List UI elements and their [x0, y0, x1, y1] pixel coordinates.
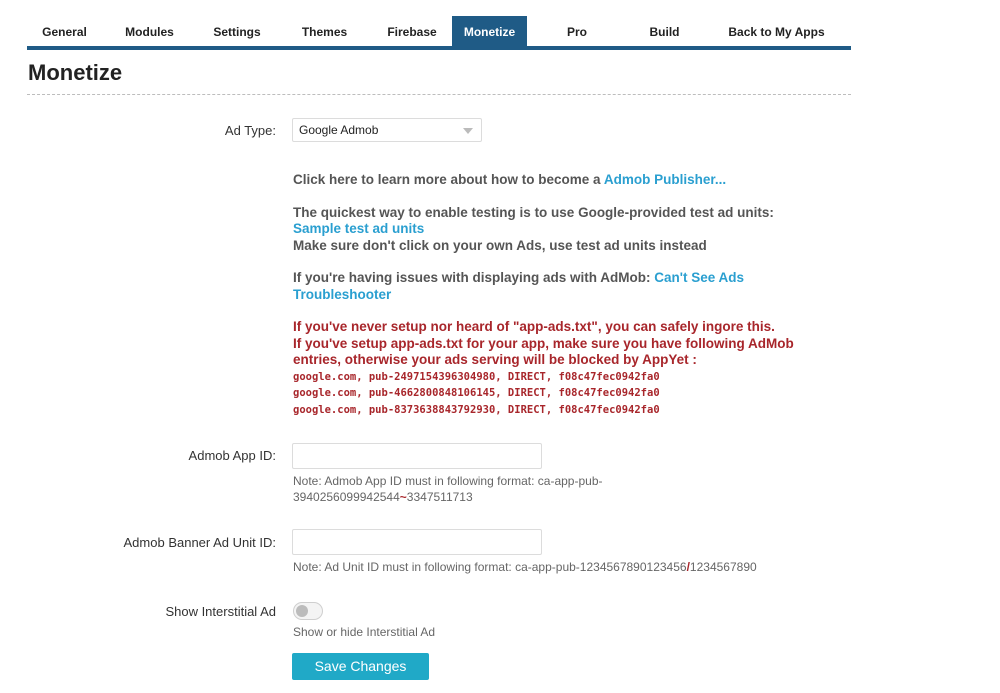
banner-note-separator: /: [686, 560, 690, 574]
app-ads-entry: google.com, pub-4662800848106145, DIRECT, f08c47fec0942fa0: [293, 387, 660, 399]
admob-app-id-label: Admob App ID:: [188, 448, 276, 463]
testing-text: The quickest way to enable testing is to use Google-provided test ad units:: [293, 204, 774, 220]
admob-app-id-note: [293, 473, 673, 505]
page-title: Monetize: [28, 60, 123, 85]
ad-type-label: Ad Type:: [224, 123, 276, 138]
tab-pro[interactable]: Pro: [566, 25, 587, 39]
tab-underline: [27, 46, 851, 50]
banner-note-suffix: 1234567890: [689, 560, 757, 574]
app-ads-note-line2: If you've setup app-ads.txt for your app, make sure you have following AdMob entries, otherwise your ads serving will be blocked by AppYet :: [293, 335, 794, 367]
admob-app-id-note-separator: ~: [399, 490, 407, 504]
banner-ad-unit-note: [293, 559, 853, 575]
toggle-knob: [296, 605, 308, 617]
banner-ad-unit-label: Admob Banner Ad Unit ID:: [123, 535, 276, 550]
sample-test-ad-units-link[interactable]: Sample test ad units: [293, 221, 425, 236]
interstitial-label: Show Interstitial Ad: [165, 604, 276, 619]
tab-build[interactable]: Build: [649, 25, 680, 39]
app-ads-entry: google.com, pub-2497154396304980, DIRECT, f08c47fec0942fa0: [293, 370, 660, 383]
admob-info-block: [293, 172, 823, 418]
tab-back-to-my-apps[interactable]: Back to My Apps: [728, 25, 825, 39]
issues-text: If you're having issues with displaying ads with AdMob:: [293, 270, 655, 285]
tab-modules[interactable]: Modules: [125, 25, 174, 39]
banner-note-prefix: Note: Ad Unit ID must in following format: ca-app-pub-1234567890123456: [293, 560, 687, 574]
testing-warning: Make sure don't click on your own Ads, use test ad units instead: [293, 237, 707, 253]
chevron-down-icon: [463, 128, 473, 134]
title-divider: [27, 94, 851, 95]
ad-type-select[interactable]: [292, 118, 482, 142]
tab-firebase[interactable]: Firebase: [387, 25, 437, 39]
tab-settings[interactable]: Settings: [213, 25, 261, 39]
top-tab-bar: [27, 16, 851, 48]
troubleshooter-link[interactable]: Can't See Ads Troubleshooter: [293, 270, 744, 302]
app-ads-note-line1: If you've never setup nor heard of "app-ads.txt", you can safely ingore this.: [293, 319, 775, 334]
admob-app-id-input[interactable]: [292, 443, 542, 469]
ad-type-selected-value: Google Admob: [299, 123, 379, 137]
save-changes-button[interactable]: Save Changes: [292, 653, 429, 680]
tab-themes[interactable]: Themes: [301, 25, 348, 39]
banner-ad-unit-input[interactable]: [292, 529, 542, 555]
admob-app-id-note-prefix: Note: Admob App ID must in following format: ca-app-pub-3940256099942544: [293, 474, 603, 504]
publisher-text: Click here to learn more about how to become a: [293, 172, 604, 187]
tab-monetize[interactable]: Monetize: [452, 16, 527, 48]
interstitial-toggle[interactable]: [293, 602, 323, 620]
admob-publisher-link[interactable]: Admob Publisher...: [603, 172, 727, 187]
app-ads-entry: google.com, pub-8373638843792930, DIRECT, f08c47fec0942fa0: [293, 403, 660, 416]
tab-general[interactable]: General: [42, 25, 87, 39]
admob-app-id-note-suffix: 3347511713: [406, 490, 473, 504]
interstitial-help: Show or hide Interstitial Ad: [293, 625, 436, 639]
